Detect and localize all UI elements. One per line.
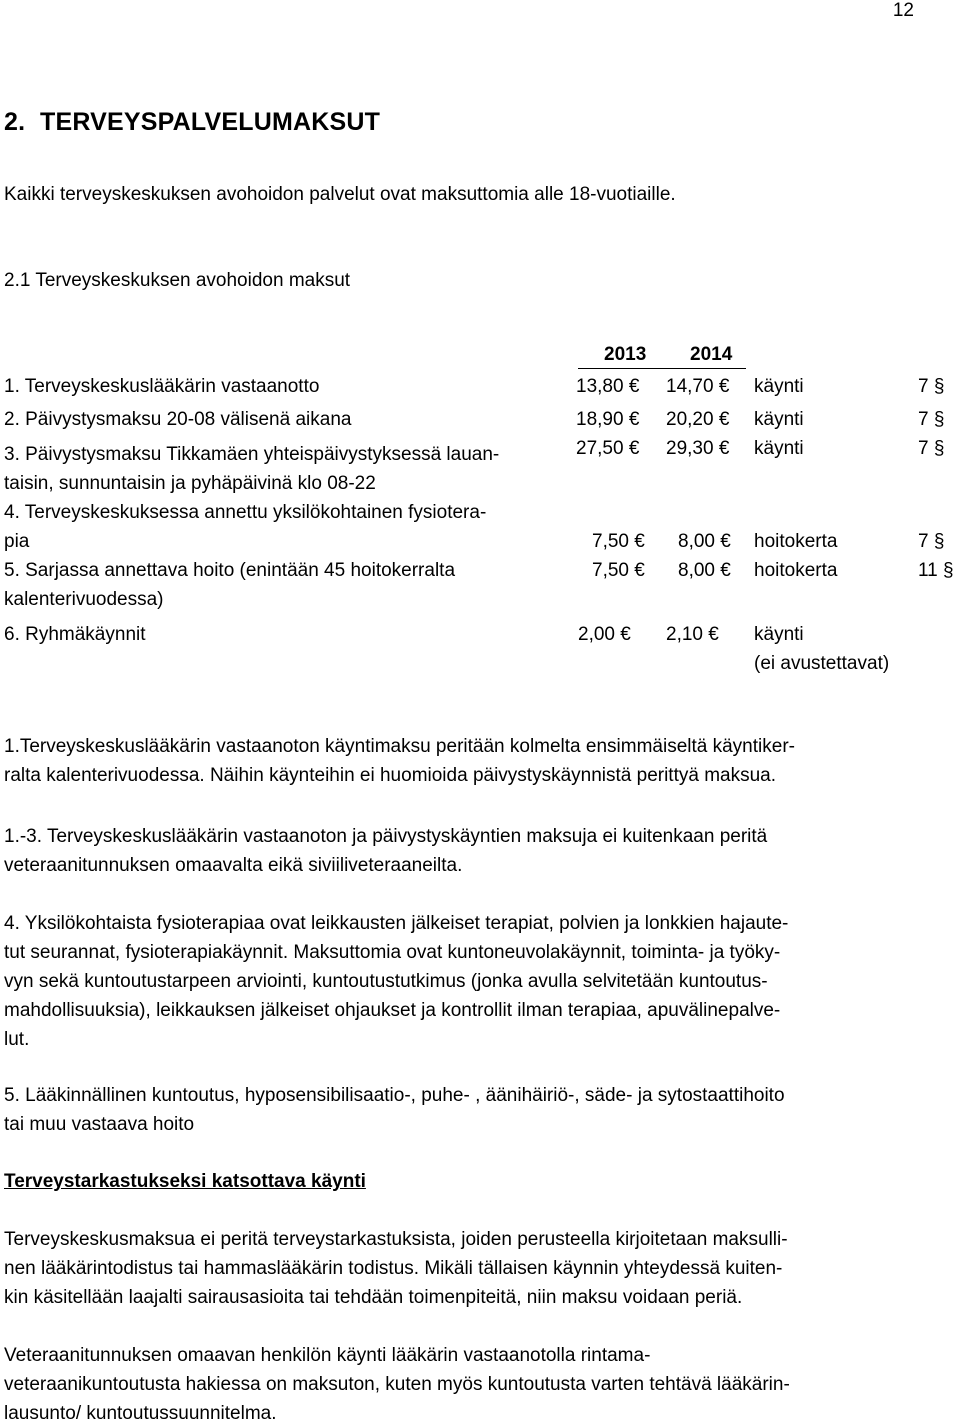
fee-row-4-label-line-2: pia <box>4 531 30 552</box>
note-3-line-3: vyn sekä kuntoutustarpeen arviointi, kuntoutustutkimus (jonka avulla selvitetään kuntoutus- <box>4 971 768 992</box>
heading-number: 2. <box>4 108 26 136</box>
note-4-line-2: tai muu vastaava hoito <box>4 1114 195 1135</box>
year-header-underline <box>578 368 746 369</box>
fee-row-3-label-line-1: 3. Päivystysmaksu Tikkamäen yhteispäivystyksessä lauan- <box>4 444 500 465</box>
fee-row-4-section: 7 § <box>918 531 945 552</box>
fee-row-6-2013: 2,00 € <box>578 624 631 645</box>
fee-row-5-2013: 7,50 € <box>592 560 645 581</box>
fee-row-1-label: 1. Terveyskeskuslääkärin vastaanotto <box>4 376 320 397</box>
note-2-line-2: veteraanitunnuksen omaavalta eikä siviiliveteraaneilta. <box>4 855 463 876</box>
fee-row-3-section: 7 § <box>918 438 945 459</box>
fee-row-3-2013: 27,50 € <box>576 438 640 459</box>
fee-row-2-2013: 18,90 € <box>576 409 640 430</box>
fee-row-6-2014: 2,10 € <box>666 624 719 645</box>
note-3-line-1: 4. Yksilökohtaista fysioterapiaa ovat leikkausten jälkeiset terapiat, polvien ja lonkkien hajaute- <box>4 913 789 934</box>
fee-row-5-section: 11 § <box>918 560 954 581</box>
note-1-line-1: 1.Terveyskeskuslääkärin vastaanoton käyntimaksu peritään kolmelta ensimmäiseltä käyntiker- <box>4 736 795 757</box>
section-2-paragraph-1-line-2: nen lääkärintodistus tai hammaslääkärin todistus. Mikäli tällaisen käynnin yhteydessä kuiten- <box>4 1258 783 1279</box>
subheading: 2.1 Terveyskeskuksen avohoidon maksut <box>4 270 351 291</box>
intro-text: Kaikki terveyskeskuksen avohoidon palvelut ovat maksuttomia alle 18-vuotiaille. <box>4 184 676 205</box>
note-1-line-2: ralta kalenterivuodessa. Näihin käynteihin ei huomioida päivystyskäynnistä perittyä maksua. <box>4 765 777 786</box>
fee-row-6-unit-note: (ei avustettavat) <box>754 653 890 674</box>
fee-row-2-unit: käynti <box>754 409 804 430</box>
section-2-paragraph-2-line-3: lausunto/ kuntoutussuunnitelma. <box>4 1403 277 1424</box>
fee-row-2-2014: 20,20 € <box>666 409 730 430</box>
note-2-line-1: 1.-3. Terveyskeskuslääkärin vastaanoton ja päivystyskäyntien maksuja ei kuitenkaan peritä <box>4 826 768 847</box>
section-2-paragraph-1-line-1: Terveyskeskusmaksua ei peritä terveystarkastuksista, joiden perusteella kirjoitetaan maksulli- <box>4 1229 788 1250</box>
section-2-paragraph-2-line-2: veteraanikuntoutusta hakiessa on maksuton, kuten myös kuntoutusta varten tehtävä lääkärin- <box>4 1374 790 1395</box>
fee-row-5-2014: 8,00 € <box>678 560 731 581</box>
section-2-paragraph-1-line-3: kin käsitellään laajalti sairausasioita tai tehdään toimenpiteitä, niin maksu voidaan periä. <box>4 1287 743 1308</box>
fee-row-5-label-line-1: 5. Sarjassa annettava hoito (enintään 45 hoitokerralta <box>4 560 456 581</box>
fee-row-5-label-line-2: kalenterivuodessa) <box>4 589 164 610</box>
note-3-line-5: lut. <box>4 1029 30 1050</box>
fee-row-4-2013: 7,50 € <box>592 531 645 552</box>
fee-row-1-2014: 14,70 € <box>666 376 730 397</box>
section-2-title: Terveystarkastukseksi katsottava käynti <box>4 1171 366 1192</box>
fee-row-1-unit: käynti <box>754 376 804 397</box>
section-2-paragraph-2-line-1: Veteraanitunnuksen omaavan henkilön käynti lääkärin vastaanotolla rintama- <box>4 1345 651 1366</box>
fee-row-5-unit: hoitokerta <box>754 560 838 581</box>
page-heading <box>4 105 380 139</box>
year-2013-header: 2013 <box>604 344 647 365</box>
fee-row-1-2013: 13,80 € <box>576 376 640 397</box>
fee-row-3-unit: käynti <box>754 438 804 459</box>
fee-row-3-label-line-2: taisin, sunnuntaisin ja pyhäpäivinä klo 08-22 <box>4 473 376 494</box>
fee-row-4-unit: hoitokerta <box>754 531 838 552</box>
fee-row-1-section: 7 § <box>918 376 945 397</box>
page-number: 12 <box>892 0 914 21</box>
fee-row-2-section: 7 § <box>918 409 945 430</box>
fee-row-3-2014: 29,30 € <box>666 438 730 459</box>
heading-title: TERVEYSPALVELUMAKSUT <box>40 108 381 136</box>
fee-row-4-label-line-1: 4. Terveyskeskuksessa annettu yksilökohtainen fysiotera- <box>4 502 487 523</box>
note-3-line-2: tut seurannat, fysioterapiakäynnit. Maksuttomia ovat kuntoneuvolakäynnit, toiminta- ja työky- <box>4 942 781 963</box>
year-2014-header: 2014 <box>690 344 733 365</box>
note-4-line-1: 5. Lääkinnällinen kuntoutus, hyposensibilisaatio-, puhe- , äänihäiriö-, säde- ja sytostaattihoito <box>4 1085 785 1106</box>
note-3-line-4: mahdollisuuksia), leikkauksen jälkeiset ohjaukset ja kontrollit ilman terapiaa, apuvälinepalve- <box>4 1000 781 1021</box>
fee-row-4-2014: 8,00 € <box>678 531 731 552</box>
fee-row-2-label: 2. Päivystysmaksu 20-08 välisenä aikana <box>4 409 352 430</box>
fee-row-6-label: 6. Ryhmäkäynnit <box>4 624 146 645</box>
fee-row-6-unit: käynti <box>754 624 804 645</box>
